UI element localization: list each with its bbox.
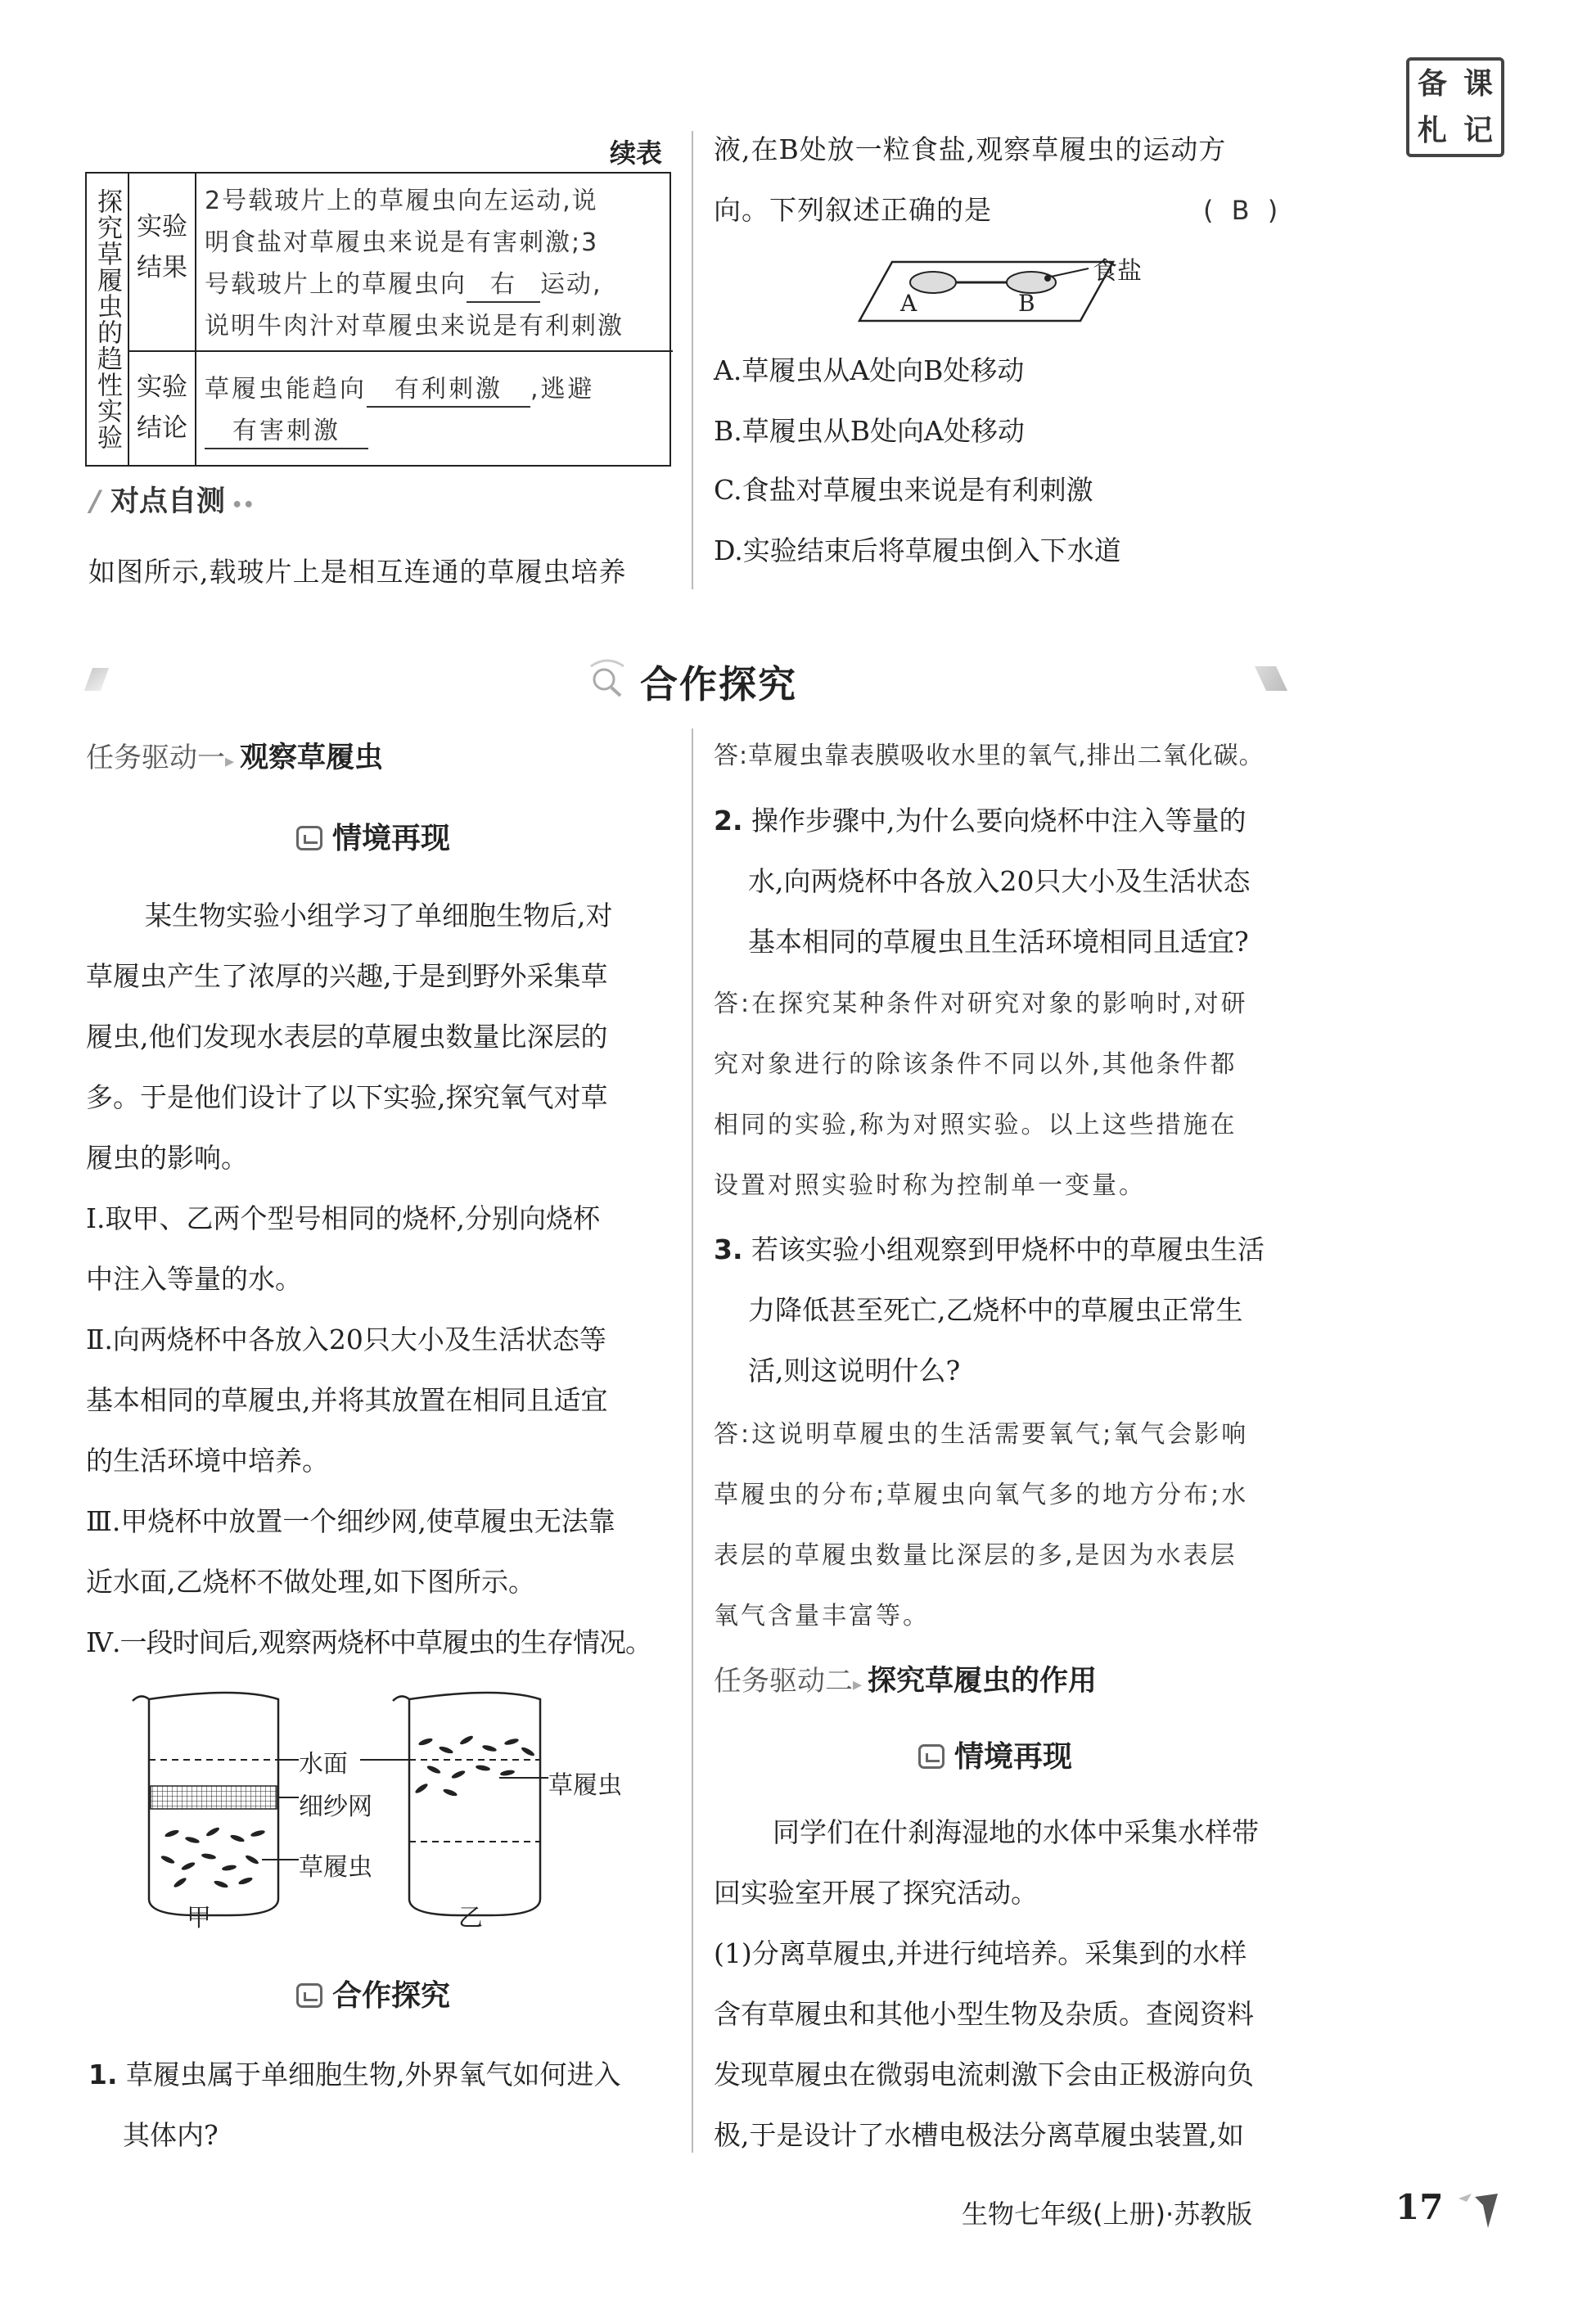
option-d: D.实验结束后将草履虫倒入下水道 [714, 534, 1121, 566]
answer-blank: 右 [467, 268, 540, 303]
experiment-steps: Ⅰ.取甲、乙两个型号相同的烧杯,分别向烧杯 中注入等量的水。 Ⅱ.向两烧杯中各放入20只大小及生活状态等 基本相同的草履虫,并将其放置在相同且适宜 的生活环境中培养。 Ⅲ.甲烧杯中放置一个细纱网,使草履虫无法靠 近水面,乙烧杯不做处理,如下图所示。 Ⅳ.一段时间后,观察两烧杯中草履虫的生存情况。 [86, 1202, 651, 1658]
section-header [0, 647, 1596, 712]
self-test-question: 向。下列叙述正确的是 [714, 194, 992, 226]
result-text: 说明牛肉汁对草履虫来说是有利刺激 [205, 312, 624, 340]
coop-heading: 合作探究 [296, 1973, 450, 2014]
footer-decoration-icon [1455, 2190, 1504, 2231]
question-2: 2. 操作步骤中,为什么要向烧杯中注入等量的 水,向两烧杯中各放入20只大小及生活状态 基本相同的草履虫且生活环境相同且适宜? [714, 805, 1251, 958]
table-row-result [129, 174, 673, 352]
beaker-figure [123, 1678, 696, 1932]
answer-3: 答:这说明草履虫的生活需要氧气;氧气会影响 草履虫的分布;草履虫向氧气多的地方分布;水 表层的草履虫数量比深层的多,是因为水表层 氧气含量丰富等。 [714, 1420, 1249, 1630]
scene-paragraph: 同学们在什刹海湿地的水体中采集水样带 回实验室开展了探究活动。 (1)分离草履虫,并进行纯培养。采集到的水样 含有草履虫和其他小型生物及杂质。查阅资料 发现草履虫在微弱电流刺激下会由正极游向负 极,于是设计了水槽电极法分离草履虫装置,如 [714, 1816, 1259, 2151]
result-text: 明食盐对草履虫来说是有害刺激;3 [205, 228, 599, 257]
self-test-question: 如图所示,载玻片上是相互连通的草履虫培养 [88, 556, 627, 588]
task-label: 任务驱动二 [714, 1665, 853, 1698]
conclusion-label: 实验 [137, 372, 187, 402]
magnifier-icon [583, 655, 632, 704]
option-c: C.食盐对草履虫来说是有利刺激 [714, 474, 1093, 506]
option-a: A.草履虫从A处向B处移动 [714, 354, 1025, 386]
figure-label-salt: 食盐 [1093, 257, 1142, 286]
stamp-char: 备 [1417, 67, 1447, 101]
result-text: 运动, [540, 270, 602, 299]
label-paramecium-left: 草履虫 [299, 1853, 372, 1882]
scene-paragraph: 某生物实验小组学习了单细胞生物后,对 草履虫产生了浓厚的兴趣,于是到野外采集草 履虫,他们发现水表层的草履虫数量比深层的 多。于是他们设计了以下实验,探究氧气对草 履虫的影响。 [86, 900, 613, 1174]
result-label: 结果 [137, 253, 187, 282]
self-test-question: 液,在B处放一粒食盐,观察草履虫的运动方 [714, 133, 1227, 165]
note-stamp [1406, 57, 1504, 157]
result-label: 实验 [137, 212, 187, 241]
stamp-char: 记 [1463, 114, 1493, 147]
stamp-char: 札 [1417, 114, 1447, 147]
section-title: 合作探究 [640, 662, 797, 706]
answer-blank: 有害刺激 [205, 415, 368, 449]
question-3: 3. 若该实验小组观察到甲烧杯中的草履虫生活 力降低甚至死亡,乙烧杯中的草履虫正常生 活,则这说明什么? [714, 1233, 1265, 1387]
answer-2: 答:在探究某种条件对研究对象的影响时,对研 究对象进行的除该条件不同以外,其他条件都 相同的实验,称为对照实验。以上这些措施在 设置对照实验时称为控制单一变量。 [714, 990, 1248, 1200]
answer-1: 答:草履虫靠表膜吸收水里的氧气,排出二氧化碳。 [714, 742, 1265, 770]
column-divider [692, 131, 693, 589]
table-row-header: 探究草履虫的趋性实验 [87, 174, 129, 465]
conclusion-text: ,逃避 [530, 375, 595, 404]
table-row-conclusion [129, 352, 673, 465]
label-water-surface: 水面 [299, 1750, 348, 1779]
page-number: 17 [1395, 2187, 1444, 2227]
scene-icon [918, 1744, 945, 1769]
result-text: 号载玻片上的草履虫向 [205, 270, 467, 299]
result-text: 2号载玻片上的草履虫向左运动,说 [205, 187, 598, 215]
scene-heading: 情境再现 [918, 1734, 1072, 1775]
conclusion-text: 草履虫能趋向 [205, 375, 367, 404]
label-beaker-b: 乙 [458, 1904, 483, 1932]
task-2-heading: 任务驱动二▸ 探究草履虫的作用 [714, 1665, 1098, 1698]
task-title: 观察草履虫 [240, 742, 384, 774]
answer-choice: ( B ) [1203, 195, 1283, 226]
task-title: 探究草履虫的作用 [868, 1665, 1098, 1698]
task-label: 任务驱动一 [86, 742, 225, 774]
task-1-heading: 任务驱动一▸ 观察草履虫 [86, 742, 384, 774]
scene-heading: 情境再现 [296, 815, 450, 857]
label-mesh: 细纱网 [299, 1793, 372, 1821]
stamp-char: 课 [1463, 67, 1493, 101]
coop-icon [296, 1983, 322, 2008]
question-1: 1. 草履虫属于单细胞生物,外界氧气如何进入 其体内? [88, 2059, 621, 2151]
answer-blank: 有利刺激 [367, 373, 530, 408]
experiment-table [85, 172, 671, 467]
label-beaker-a: 甲 [187, 1904, 211, 1932]
footer-book-title: 生物七年级(上册)·苏教版 [962, 2199, 1253, 2230]
self-test-heading: / 对点自测 •• [90, 485, 255, 518]
label-paramecium-right: 草履虫 [548, 1771, 622, 1800]
continued-label: 续表 [610, 138, 663, 169]
conclusion-label: 结论 [137, 413, 187, 443]
scene-icon [296, 826, 322, 850]
column-divider [692, 728, 693, 2153]
figure-label-b: B [1018, 290, 1035, 317]
figure-label-a: A [900, 290, 917, 317]
option-b: B.草履虫从B处向A处移动 [714, 415, 1025, 447]
